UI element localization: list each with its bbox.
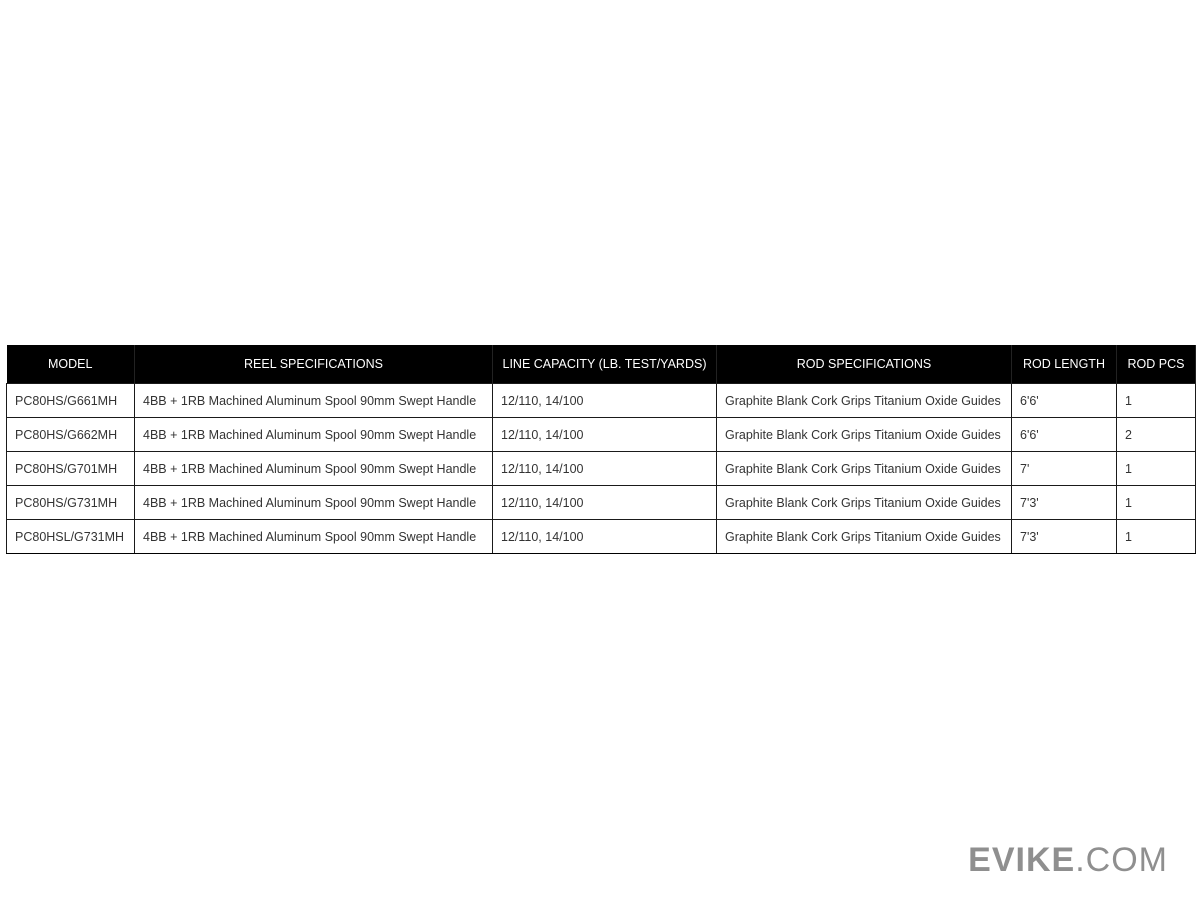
spec-table	[6, 345, 1196, 554]
cell-line-capacity: 12/110, 14/100	[493, 452, 717, 486]
table-row	[7, 520, 1196, 554]
header-row	[7, 345, 1196, 384]
cell-rod-length: 7'3'	[1012, 520, 1117, 554]
header-line-capacity: LINE CAPACITY (LB. TEST/YARDS)	[493, 345, 717, 384]
cell-rod-pcs: 1	[1117, 384, 1196, 418]
cell-reel-specifications: 4BB + 1RB Machined Aluminum Spool 90mm Swept Handle	[135, 384, 493, 418]
cell-rod-length: 6'6'	[1012, 418, 1117, 452]
table-row	[7, 452, 1196, 486]
spec-table-body	[7, 384, 1196, 554]
cell-reel-specifications: 4BB + 1RB Machined Aluminum Spool 90mm Swept Handle	[135, 486, 493, 520]
watermark-brand: EVIKE	[968, 841, 1076, 879]
cell-reel-specifications: 4BB + 1RB Machined Aluminum Spool 90mm Swept Handle	[135, 418, 493, 452]
cell-rod-pcs: 1	[1117, 452, 1196, 486]
cell-rod-length: 7'3'	[1012, 486, 1117, 520]
cell-line-capacity: 12/110, 14/100	[493, 520, 717, 554]
evike-watermark	[968, 841, 1168, 880]
header-rod-length: ROD LENGTH	[1012, 345, 1117, 384]
table-row	[7, 486, 1196, 520]
cell-rod-pcs: 1	[1117, 520, 1196, 554]
cell-model: PC80HS/G731MH	[7, 486, 135, 520]
cell-rod-length: 7'	[1012, 452, 1117, 486]
table-row	[7, 418, 1196, 452]
cell-reel-specifications: 4BB + 1RB Machined Aluminum Spool 90mm Swept Handle	[135, 520, 493, 554]
cell-line-capacity: 12/110, 14/100	[493, 384, 717, 418]
cell-line-capacity: 12/110, 14/100	[493, 486, 717, 520]
cell-rod-specifications: Graphite Blank Cork Grips Titanium Oxide Guides	[717, 520, 1012, 554]
cell-model: PC80HS/G701MH	[7, 452, 135, 486]
cell-model: PC80HS/G662MH	[7, 418, 135, 452]
header-model: MODEL	[7, 345, 135, 384]
header-reel-specifications: REEL SPECIFICATIONS	[135, 345, 493, 384]
cell-rod-pcs: 2	[1117, 418, 1196, 452]
cell-rod-pcs: 1	[1117, 486, 1196, 520]
cell-rod-specifications: Graphite Blank Cork Grips Titanium Oxide Guides	[717, 384, 1012, 418]
header-rod-specifications: ROD SPECIFICATIONS	[717, 345, 1012, 384]
cell-rod-specifications: Graphite Blank Cork Grips Titanium Oxide Guides	[717, 486, 1012, 520]
cell-rod-specifications: Graphite Blank Cork Grips Titanium Oxide Guides	[717, 452, 1012, 486]
spec-table-header	[7, 345, 1196, 384]
cell-rod-specifications: Graphite Blank Cork Grips Titanium Oxide Guides	[717, 418, 1012, 452]
cell-rod-length: 6'6'	[1012, 384, 1117, 418]
watermark-tld: .COM	[1075, 841, 1168, 879]
cell-model: PC80HS/G661MH	[7, 384, 135, 418]
cell-model: PC80HSL/G731MH	[7, 520, 135, 554]
table-row	[7, 384, 1196, 418]
header-rod-pcs: ROD PCS	[1117, 345, 1196, 384]
cell-line-capacity: 12/110, 14/100	[493, 418, 717, 452]
cell-reel-specifications: 4BB + 1RB Machined Aluminum Spool 90mm Swept Handle	[135, 452, 493, 486]
